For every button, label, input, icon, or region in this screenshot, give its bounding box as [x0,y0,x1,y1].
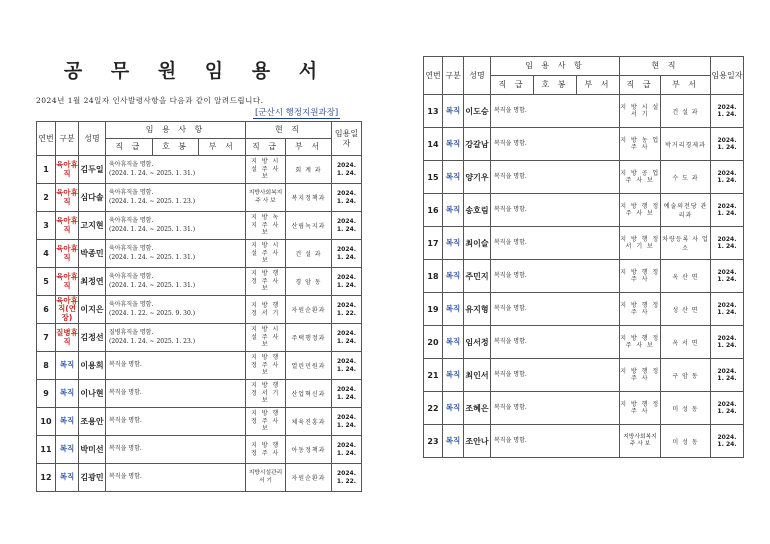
order-text: 육아휴직을 명함. [109,188,154,196]
header-appointment: 임 용 사 항 [106,122,246,139]
row-name: 조혜은 [464,392,491,425]
row-order [491,227,620,260]
row-number: 1 [37,156,56,184]
row-date: 2024. 1. 24. [711,326,744,359]
right-appointment-table [423,56,744,458]
table-row [424,194,744,227]
row-name: 김두일 [79,156,106,184]
order-text: 복직을 명함. [109,361,142,369]
row-grade: 지 방 농 업 주 사 [620,128,661,161]
table-row [424,425,744,458]
order-text: 복직을 명함. [494,106,527,114]
table-row [37,324,362,352]
order-period: (2024. 1. 24. ~ 2025. 1. 23.) [109,337,196,345]
row-kind: 복직 [443,293,464,326]
header-kind: 구분 [56,122,79,156]
row-date: 2024. 1. 22. [332,296,362,324]
row-number: 15 [424,161,443,194]
order-text: 복직을 명함. [494,139,527,147]
row-dept: 경 암 동 [286,268,332,296]
row-name: 박미선 [79,436,106,464]
row-date: 2024. 1. 24. [332,212,362,240]
row-name: 고지현 [79,212,106,240]
order-period: (2024. 1. 24. ~ 2025. 1. 31.) [109,253,196,261]
header-name: 성명 [464,57,491,95]
row-kind: 육아휴직 [56,240,79,268]
row-order [491,326,620,359]
row-grade: 지 방 행 정 주 사 [620,392,661,425]
row-dept: 차량등록 사 업 소 [661,227,711,260]
row-dept: 박거리경제과 [661,128,711,161]
row-number: 8 [37,352,56,380]
row-dept: 체육진흥과 [286,408,332,436]
row-kind: 복직 [56,464,79,492]
row-number: 23 [424,425,443,458]
order-text: 복직을 명함. [109,417,142,425]
row-dept: 옥 산 면 [661,260,711,293]
row-name: 강갈남 [464,128,491,161]
row-date: 2024. 1. 24. [711,161,744,194]
header-sub-appointment [491,76,620,95]
header-kind: 구분 [443,57,464,95]
row-dept: 옥 서 면 [661,326,711,359]
row-kind: 육아휴직(연장) [56,296,78,322]
row-order [491,392,620,425]
row-dept: 복지정책과 [286,184,332,212]
order-text: 복직을 명함. [109,473,142,481]
row-order [491,293,620,326]
row-date: 2024. 1. 24. [332,240,362,268]
row-number: 2 [37,184,56,212]
row-name: 조안나 [464,425,491,458]
row-kind: 복직 [443,359,464,392]
order-text: 육아휴직을 명함. [109,216,154,224]
order-period: (2024. 1. 24. ~ 2025. 1. 31.) [109,225,196,233]
row-dept: 열린민원과 [286,352,332,380]
table-row [424,161,744,194]
order-text: 육아휴직을 명함. [109,300,154,308]
table-row [424,293,744,326]
header-date: 임용일자 [332,122,362,156]
order-text: 복직을 명함. [494,337,527,345]
row-order [491,95,620,128]
row-grade: 지 방 녹 지 주 사 보 [246,212,286,240]
row-name: 최인서 [464,359,491,392]
order-period: (2024. 1. 24. ~ 2025. 1. 23.) [109,197,196,205]
order-text: 육아휴직을 명함. [109,244,154,252]
table-row [37,212,362,240]
table-row [424,326,744,359]
row-kind: 복직 [443,161,464,194]
order-text: 복직을 명함. [494,436,527,444]
row-grade: 지 방 행 정 주 사 보 [246,268,286,296]
row-name: 김광민 [79,464,106,492]
row-grade: 지방시설관리 서 기 [246,464,286,492]
row-grade: 지 방 행 정 주 사 보 [620,326,661,359]
row-name: 최이슬 [464,227,491,260]
row-grade: 지 방 행 정 주 사 [620,260,661,293]
row-date: 2024. 1. 24. [332,156,362,184]
row-kind: 복직 [56,352,79,380]
row-order [106,436,246,464]
row-dept: 예술의전당 관리과 [661,194,711,227]
row-date: 2024. 1. 24. [711,359,744,392]
row-number: 19 [424,293,443,326]
order-text: 질병휴직을 명함. [109,328,154,336]
row-date: 2024. 1. 24. [711,128,744,161]
header-rank: 호 봉 [152,139,199,155]
table-row [424,227,744,260]
row-number: 11 [37,436,56,464]
row-number: 3 [37,212,56,240]
order-text: 복직을 명함. [109,389,142,397]
row-grade: 지 방 행 정 주 사 보 [246,408,286,436]
row-name: 임서정 [464,326,491,359]
row-number: 16 [424,194,443,227]
row-dept: 구 암 동 [661,359,711,392]
row-number: 7 [37,324,56,352]
row-name: 조용안 [79,408,106,436]
row-dept: 산업혁신과 [286,380,332,408]
table-row [37,156,362,184]
header-cur-grade: 직 급 [620,76,661,95]
row-order [106,464,246,492]
row-kind: 복직 [56,380,79,408]
row-grade: 지 방 공 업 주 사 보 [620,161,661,194]
order-text: 복직을 명함. [109,445,142,453]
order-text: 복직을 명함. [494,205,527,213]
table-row [424,128,744,161]
row-dept: 수 도 과 [661,161,711,194]
order-text: 복직을 명함. [494,403,527,411]
department-label: [군산시 행정지원과장] [255,108,339,118]
row-date: 2024. 1. 24. [711,425,744,458]
order-period: (2024. 1. 22. ~ 2025. 9. 30.) [109,309,196,317]
row-kind: 복직 [443,194,464,227]
row-order [106,212,246,240]
table-row [424,260,744,293]
row-name: 이용희 [79,352,106,380]
row-kind: 육아휴직 [56,212,79,240]
row-name: 유지형 [464,293,491,326]
order-text: 복직을 명함. [494,271,527,279]
row-dept: 회 계 과 [286,156,332,184]
order-text: 복직을 명함. [494,238,527,246]
row-kind: 질병휴직 [56,324,79,352]
order-period: (2024. 1. 24. ~ 2025. 1. 31.) [109,169,196,177]
header-cur-dept: 부 서 [661,76,711,95]
order-text: 복직을 명함. [494,304,527,312]
table-row [37,184,362,212]
row-grade: 지 방 행 정 주 사 [620,293,661,326]
row-dept: 건 설 과 [286,240,332,268]
row-grade: 지 방 시 설 서 기 [620,95,661,128]
header-dept: 부 서 [576,76,619,94]
row-kind: 육아휴직 [56,156,79,184]
row-order [491,128,620,161]
row-order [106,184,246,212]
table-row [37,240,362,268]
row-grade: 지 방 행 정 서 기 보 [620,227,661,260]
row-number: 21 [424,359,443,392]
row-kind: 복직 [56,436,79,464]
table-row [37,436,362,464]
row-date: 2024. 1. 24. [332,324,362,352]
header-current: 현 직 [620,57,711,76]
table-row [424,392,744,425]
row-dept: 주택행정과 [286,324,332,352]
row-name: 이도승 [464,95,491,128]
header-cur-grade: 직 급 [246,139,286,156]
row-grade: 지 방 행 정 서 기 [246,296,286,324]
row-kind: 육아휴직 [56,184,79,212]
page-title: 공 무 원 임 용 서 [63,60,329,82]
row-date: 2024. 1. 24. [711,392,744,425]
row-order [106,380,246,408]
header-cur-dept: 부 서 [286,139,332,156]
row-kind: 복직 [443,326,464,359]
row-grade: 지방사회복지 주 사 보 [246,184,286,212]
row-dept: 산림녹지과 [286,212,332,240]
row-grade: 지 방 시 설 주 사 보 [246,156,286,184]
row-dept: 성 산 면 [661,293,711,326]
header-sub-appointment [106,139,246,156]
table-row [37,464,362,492]
row-name: 이지은 [79,296,106,324]
row-order [106,352,246,380]
row-name: 박종민 [79,240,106,268]
row-order [491,260,620,293]
row-name: 심다솔 [79,184,106,212]
row-dept: 아동정책과 [286,436,332,464]
row-number: 5 [37,268,56,296]
row-date: 2024. 1. 24. [711,260,744,293]
row-number: 14 [424,128,443,161]
row-order [106,324,246,352]
row-date: 2024. 1. 24. [711,194,744,227]
intro-text: 2024년 1월 24일자 인사발령사항을 다음과 같이 알려드립니다. [36,96,264,105]
order-text: 육아휴직을 명함. [109,160,154,168]
row-date: 2024. 1. 24. [332,184,362,212]
row-number: 12 [37,464,56,492]
row-number: 13 [424,95,443,128]
row-order [106,156,246,184]
row-grade: 지 방 행 정 주 사 [620,359,661,392]
row-kind: 복직 [443,425,464,458]
header-rank: 호 봉 [533,76,576,94]
row-number: 22 [424,392,443,425]
row-date: 2024. 1. 24. [711,95,744,128]
header-dept: 부 서 [198,139,245,155]
row-number: 9 [37,380,56,408]
table-row [37,296,362,324]
row-grade: 지 방 행 정 주 사 보 [620,194,661,227]
row-order [106,408,246,436]
row-dept: 자원순환과 [286,296,332,324]
table-row [37,408,362,436]
row-name: 양기우 [464,161,491,194]
row-number: 17 [424,227,443,260]
header-appointment: 임 용 사 항 [491,57,620,76]
row-number: 20 [424,326,443,359]
row-date: 2024. 1. 24. [332,436,362,464]
row-grade: 지방사회복지 주 사 보 [620,425,661,458]
row-order [491,194,620,227]
row-order [106,296,246,324]
header-no: 연번 [37,122,56,156]
order-period: (2024. 1. 24. ~ 2025. 1. 31.) [109,281,196,289]
row-grade: 지 방 행 정 서 기 보 [246,380,286,408]
row-kind: 복직 [443,95,464,128]
header-name: 성명 [79,122,106,156]
row-grade: 지 방 행 정 주 사 [246,436,286,464]
left-appointment-table [36,121,362,492]
row-date: 2024. 1. 24. [711,227,744,260]
row-name: 최정연 [79,268,106,296]
row-date: 2024. 1. 24. [711,293,744,326]
row-name: 김정선 [79,324,106,352]
order-text: 복직을 명함. [494,172,527,180]
row-grade: 지 방 시 설 주 사 보 [246,240,286,268]
row-order [106,268,246,296]
row-date: 2024. 1. 24. [332,380,362,408]
table-row [37,380,362,408]
row-number: 10 [37,408,56,436]
row-dept: 미 성 동 [661,425,711,458]
order-text: 육아휴직을 명함. [109,272,154,280]
row-date: 2024. 1. 24. [332,352,362,380]
row-number: 4 [37,240,56,268]
header-grade: 직 급 [498,80,526,90]
row-name: 송호림 [464,194,491,227]
row-order [106,240,246,268]
row-number: 18 [424,260,443,293]
row-kind: 육아휴직 [56,268,79,296]
table-row [37,268,362,296]
row-grade: 지 방 행 정 주 사 보 [246,352,286,380]
header-current: 현 직 [246,122,332,139]
row-date: 2024. 1. 24. [332,268,362,296]
header-date: 임용일자 [711,57,744,95]
order-text: 복직을 명함. [494,370,527,378]
row-order [491,359,620,392]
row-kind: 복직 [56,408,79,436]
row-kind: 복직 [443,392,464,425]
row-name: 이나현 [79,380,106,408]
row-kind: 복직 [443,128,464,161]
table-row [424,95,744,128]
row-date: 2024. 1. 24. [332,408,362,436]
table-row [424,359,744,392]
row-date: 2024. 1. 22. [332,464,362,492]
row-kind: 복직 [443,227,464,260]
row-grade: 지 방 시 설 주 사 보 [246,324,286,352]
row-kind: 복직 [443,260,464,293]
row-dept: 미 성 동 [661,392,711,425]
table-row [37,352,362,380]
header-grade: 직 급 [115,142,143,152]
row-dept: 자원순환과 [286,464,332,492]
row-name: 주민지 [464,260,491,293]
row-dept: 건 설 과 [661,95,711,128]
row-number: 6 [37,296,56,324]
header-no: 연번 [424,57,443,95]
row-order [491,161,620,194]
row-order [491,425,620,458]
